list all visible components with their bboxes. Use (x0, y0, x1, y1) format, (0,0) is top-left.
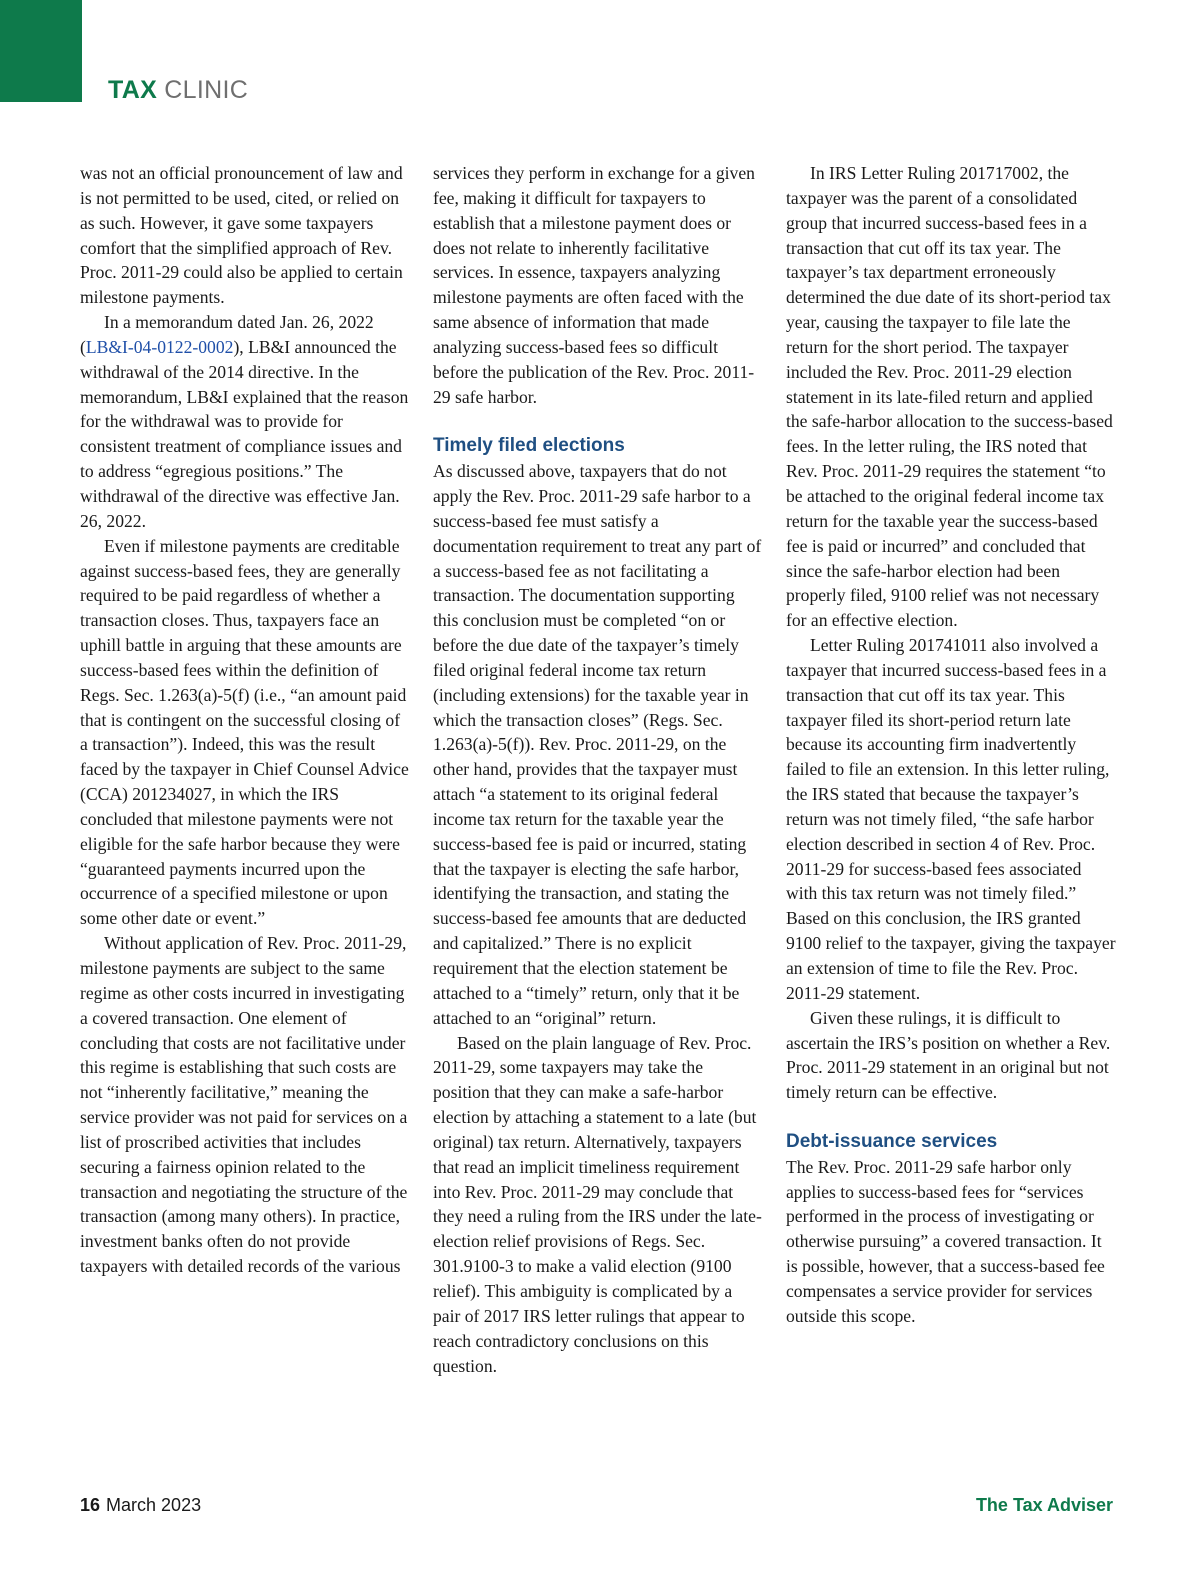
paragraph: In IRS Letter Ruling 201717002, the taxpayer was the parent of a consolidated group that incurred success-based fees in a transaction that cut off its tax year. The taxpayer’s tax department erroneously determined the due date of its short-period tax year, causing the taxpayer to file late the return for the short period. The taxpayer included the Rev. Proc. 2011-29 election statement in its late-filed return and applied the safe-harbor allocation to the success-based fees. In the letter ruling, the IRS noted that Rev. Proc. 2011-29 requires the statement “to be attached to the original federal income tax return for the taxable year the success-based fee is paid or incurred” and concluded that since the safe-harbor election had been properly filed, 9100 relief was not necessary for an effective election. (786, 163, 1113, 631)
text: ), LB&I announced the withdrawal of the 2014 directive. In the memorandum, LB&I explained that the reason for the withdrawal was to provide for consistent treatment of compliance issues and to address “egregious positions.” The withdrawal of the directive was effective Jan. 26, 2022. (80, 336, 409, 531)
paragraph: Even if milestone payments are creditable against success-based fees, they are generally required to be paid regardless of whether a transaction closes. Thus, taxpayers face an uphill battle in arguing that these amounts are success-based fees within the definition of Regs. Sec. 1.263(a)-5(f) (i.e., “an amount paid that is contingent on the successful closing of a transaction”). Indeed, this was the result faced by the taxpayer in Chief Counsel Advice (CCA) 201234027, in which the IRS concluded that milestone payments were not eligible for the safe harbor because they were “guaranteed payments incurred upon the occurrence of a specified milestone or upon some other date or event.” (80, 535, 409, 929)
section-heading-timely-filed-elections: Timely filed elections (433, 435, 625, 457)
section-header (108, 76, 248, 105)
memorandum-link[interactable]: LB&I-04-0122-0002 (85, 336, 234, 357)
paragraph: The Rev. Proc. 2011-29 safe harbor only applies to success-based fees for “services performed in the process of investigating or otherwise pursuing” a covered transaction. It is possible, however, that a success-based fee compensates a service provider for services outside this scope. (786, 1156, 1105, 1326)
paragraph: services they perform in exchange for a given fee, making it difficult for taxpayers to establish that a milestone payment does or does not relate to inherently facilitative services. In essence, taxpayers analyzing milestone payments are often faced with the same absence of information that made analyzing success-based fees so difficult before the publication of the Rev. Proc. 2011-29 safe harbor. (433, 163, 755, 407)
column-2 (433, 161, 763, 1451)
paragraph: Based on the plain language of Rev. Proc. 2011-29, some taxpayers may take the position that they can make a safe-harbor election by attaching a statement to a late (but original) tax return. Alternatively, taxpayers that read an implicit timeliness requirement into Rev. Proc. 2011-29 may conclude that they need a ruling from the IRS under the late-election relief provisions of Regs. Sec. 301.9100-3 to make a valid election (9100 relief). This ambiguity is complicated by a pair of 2017 IRS letter rulings that appear to reach contradictory conclusions on this question. (433, 1032, 762, 1376)
paragraph: Letter Ruling 201741011 also involved a taxpayer that incurred success-based fees in a transaction that cut off its tax year. This taxpayer filed its short-period return late because its accounting firm inadvertently failed to file an extension. In this letter ruling, the IRS stated that because the taxpayer’s return was not timely filed, “the safe harbor election described in section 4 of Rev. Proc. 2011-29 for success-based fees associated with this tax return was not timely filed.” Based on this conclusion, the IRS granted 9100 relief to the taxpayer, giving the taxpayer an extension of time to file the Rev. Proc. 2011-29 statement. (786, 635, 1116, 1003)
footer-page-info (80, 1495, 201, 1516)
page-number: 16 (80, 1495, 101, 1515)
section-heading-debt-issuance-services: Debt-issuance services (786, 1130, 998, 1152)
section-header-light: CLINIC (164, 76, 249, 104)
accent-color-block (0, 0, 82, 102)
paragraph: Without application of Rev. Proc. 2011-29, milestone payments are subject to the same regime as other costs incurred in investigating a covered transaction. One element of concluding that costs are not facilitative under this regime is establishing that such costs are not “inherently facilitative,” meaning the service provider was not paid for services on a list of proscribed activities that includes securing a fairness opinion related to the transaction and negotiating the structure of the transaction (among many others). In practice, investment banks often do not provide taxpayers with detailed records of the various (80, 933, 408, 1277)
section-header-bold: TAX (108, 76, 158, 104)
column-3 (786, 161, 1116, 1451)
column-1 (80, 161, 412, 1451)
paragraph: was not an official pronouncement of law and is not permitted to be used, cited, or relied on as such. However, it gave some taxpayers comfort that the simplified approach of Rev. Proc. 2011-29 could also be applied to certain milestone payments. (80, 163, 403, 308)
text: In a memorandum dated Jan. 26, 2022 ( (80, 312, 374, 357)
paragraph: As discussed above, taxpayers that do not apply the Rev. Proc. 2011-29 safe harbor to a success-based fee must satisfy a documentation requirement to treat any part of a success-based fee as not facilitating a transaction. The documentation supporting this conclusion must be completed “on or before the due date of the taxpayer’s timely filed original federal income tax return (including extensions) for the taxable year in which the transaction closes” (Regs. Sec. 1.263(a)-5(f)). Rev. Proc. 2011-29, on the other hand, provides that the taxpayer must attach “a statement to its original federal income tax return for the taxable year the success-based fee is paid or incurred, stating that the taxpayer is electing the safe harbor, identifying the transaction, and stating the success-based fee amounts that are deducted and capitalized.” There is no explicit requirement that the election statement be attached to a “timely” return, only that it be attached to an “original” return. (433, 461, 762, 1028)
issue-date: March 2023 (106, 1495, 202, 1515)
paragraph: Given these rulings, it is difficult to ascertain the IRS’s position on whether a Rev. Proc. 2011-29 statement in an original but not timely return can be effective. (786, 1007, 1111, 1103)
publication-name: The Tax Adviser (975, 1495, 1113, 1515)
paragraph-memorandum (80, 310, 412, 534)
